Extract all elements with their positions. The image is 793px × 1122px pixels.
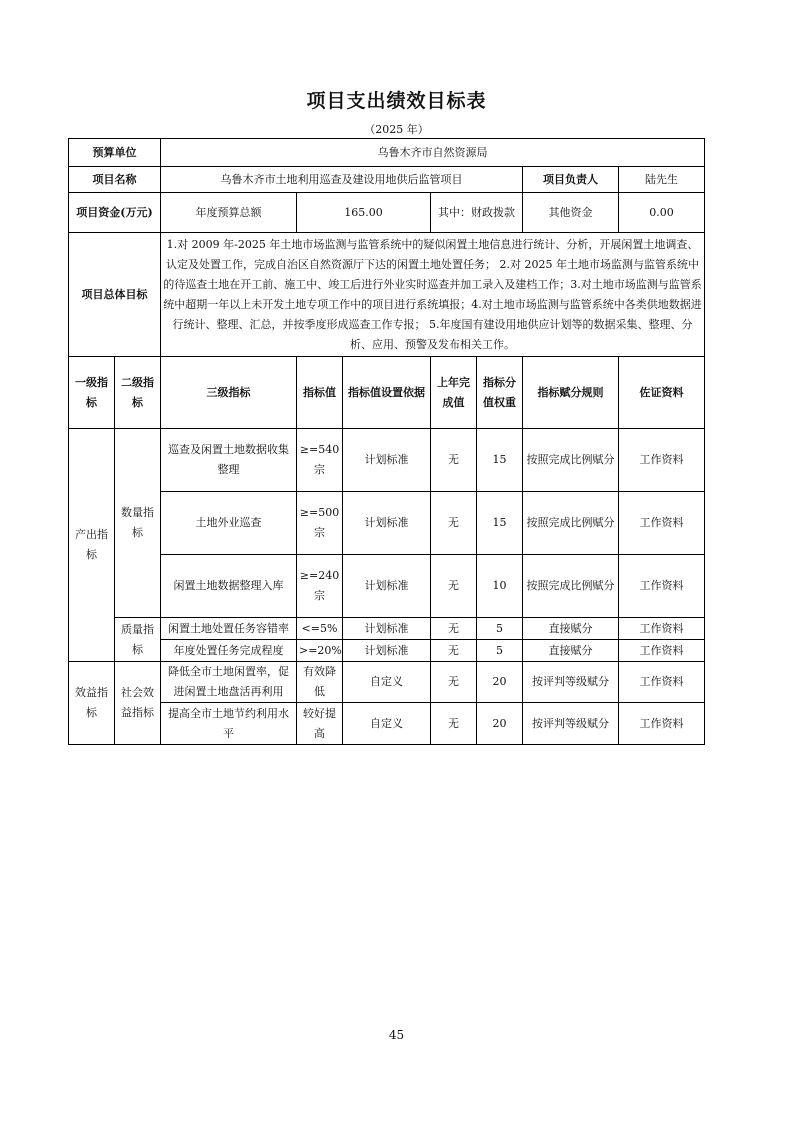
indicator-name: 巡查及闲置土地数据收集整理	[161, 429, 297, 492]
overall-goal-row	[69, 233, 705, 357]
header-indicator-value: 指标值	[297, 357, 343, 429]
budget-unit-row	[69, 139, 705, 167]
indicator-last: 无	[431, 555, 477, 618]
indicator-evidence: 工作资料	[619, 618, 705, 640]
table-row	[69, 618, 705, 640]
project-name-label: 项目名称	[69, 167, 161, 193]
indicator-evidence: 工作资料	[619, 640, 705, 662]
indicator-basis: 计划标准	[343, 555, 431, 618]
fiscal-label: 其中：财政拨款	[431, 193, 523, 233]
indicator-basis: 计划标准	[343, 492, 431, 555]
indicator-basis: 自定义	[343, 703, 431, 745]
indicator-value: 有效降低	[297, 662, 343, 703]
page-number: 45	[388, 1028, 405, 1042]
group-social: 社会效益指标	[115, 662, 161, 745]
other-funds-label: 其他资金	[523, 193, 619, 233]
indicator-value: 较好提高	[297, 703, 343, 745]
indicator-evidence: 工作资料	[619, 429, 705, 492]
table-row	[69, 662, 705, 703]
indicator-last: 无	[431, 429, 477, 492]
indicator-weight: 10	[477, 555, 523, 618]
indicator-rule: 按评判等级赋分	[523, 662, 619, 703]
group-quantity: 数量指标	[115, 429, 161, 618]
indicator-name: 土地外业巡查	[161, 492, 297, 555]
indicator-rule: 直接赋分	[523, 640, 619, 662]
header-level1: 一级指标	[69, 357, 115, 429]
project-lead-label: 项目负责人	[523, 167, 619, 193]
indicator-weight: 5	[477, 640, 523, 662]
header-evidence: 佐证资料	[619, 357, 705, 429]
overall-goal-text: 1.对 2009 年-2025 年土地市场监测与监管系统中的疑似闲置土地信息进行统计、分析，开展闲置土地调查、认定及处置工作，完成自治区自然资源厅下达的闲置土地处置任务； 2.对 2025 年土地市场监测与监管系统中的待巡查土地在开工前、施工中、竣工后进行外业实时巡查并加工录入及建档工作；3.对土地市场监测与监管系统中超期一年以上未开发土地专项工作中的项目进行系统填报；4.对土地市场监测与监管系统中各类供地数据进行统计、整理、汇总，并按季度形成巡查工作专报； 5.年度国有建设用地供应计划等的数据采集、整理、分析、应用、预警及发布相关工作。	[161, 233, 705, 357]
header-last-year: 上年完成值	[431, 357, 477, 429]
indicator-evidence: 工作资料	[619, 703, 705, 745]
table-row	[69, 640, 705, 662]
group-benefit: 效益指标	[69, 662, 115, 745]
indicator-last: 无	[431, 703, 477, 745]
indicator-rule: 直接赋分	[523, 618, 619, 640]
project-lead-value: 陆先生	[619, 167, 705, 193]
project-fund-label: 项目资金(万元)	[69, 193, 161, 233]
other-funds-value: 0.00	[619, 193, 705, 233]
indicator-name: 年度处置任务完成程度	[161, 640, 297, 662]
indicator-basis: 计划标准	[343, 429, 431, 492]
indicator-value: <=5%	[297, 618, 343, 640]
indicator-value: ≥=540宗	[297, 429, 343, 492]
project-fund-row	[69, 193, 705, 233]
indicator-rule: 按照完成比例赋分	[523, 429, 619, 492]
indicator-weight: 20	[477, 662, 523, 703]
overall-goal-label: 项目总体目标	[69, 233, 161, 357]
budget-unit-value: 乌鲁木齐市自然资源局	[161, 139, 705, 167]
table-row	[69, 555, 705, 618]
header-basis: 指标值设置依据	[343, 357, 431, 429]
indicator-name: 闲置土地数据整理入库	[161, 555, 297, 618]
indicator-basis: 自定义	[343, 662, 431, 703]
group-quality: 质量指标	[115, 618, 161, 662]
table-row	[69, 429, 705, 492]
header-weight: 指标分值权重	[477, 357, 523, 429]
indicator-evidence: 工作资料	[619, 492, 705, 555]
header-scoring-rule: 指标赋分规则	[523, 357, 619, 429]
indicator-name: 提高全市土地节约利用水平	[161, 703, 297, 745]
annual-total-label: 年度预算总额	[161, 193, 297, 233]
header-level2: 二级指标	[115, 357, 161, 429]
indicator-value: ≥=500宗	[297, 492, 343, 555]
indicator-rule: 按评判等级赋分	[523, 703, 619, 745]
table-row	[69, 703, 705, 745]
indicator-last: 无	[431, 662, 477, 703]
indicator-header-row	[69, 357, 705, 429]
indicator-weight: 15	[477, 492, 523, 555]
indicator-value: ≥=240宗	[297, 555, 343, 618]
group-output: 产出指标	[69, 429, 115, 662]
table-row	[69, 492, 705, 555]
indicator-rule: 按照完成比例赋分	[523, 555, 619, 618]
year-label: （2025 年）	[364, 123, 429, 136]
indicator-weight: 15	[477, 429, 523, 492]
indicator-name: 降低全市土地闲置率，促进闲置土地盘活再利用	[161, 662, 297, 703]
indicator-last: 无	[431, 618, 477, 640]
header-level3: 三级指标	[161, 357, 297, 429]
indicator-basis: 计划标准	[343, 618, 431, 640]
indicator-value: >=20%	[297, 640, 343, 662]
project-name-value: 乌鲁木齐市土地利用巡查及建设用地供后监管项目	[161, 167, 523, 193]
indicator-weight: 20	[477, 703, 523, 745]
project-name-row	[69, 167, 705, 193]
performance-table	[68, 138, 705, 745]
indicator-last: 无	[431, 492, 477, 555]
indicator-evidence: 工作资料	[619, 555, 705, 618]
indicator-rule: 按照完成比例赋分	[523, 492, 619, 555]
indicator-evidence: 工作资料	[619, 662, 705, 703]
page-title: 项目支出绩效目标表	[306, 90, 487, 112]
indicator-weight: 5	[477, 618, 523, 640]
indicator-name: 闲置土地处置任务容错率	[161, 618, 297, 640]
annual-total-value: 165.00	[297, 193, 431, 233]
indicator-basis: 计划标准	[343, 640, 431, 662]
budget-unit-label: 预算单位	[69, 139, 161, 167]
indicator-last: 无	[431, 640, 477, 662]
